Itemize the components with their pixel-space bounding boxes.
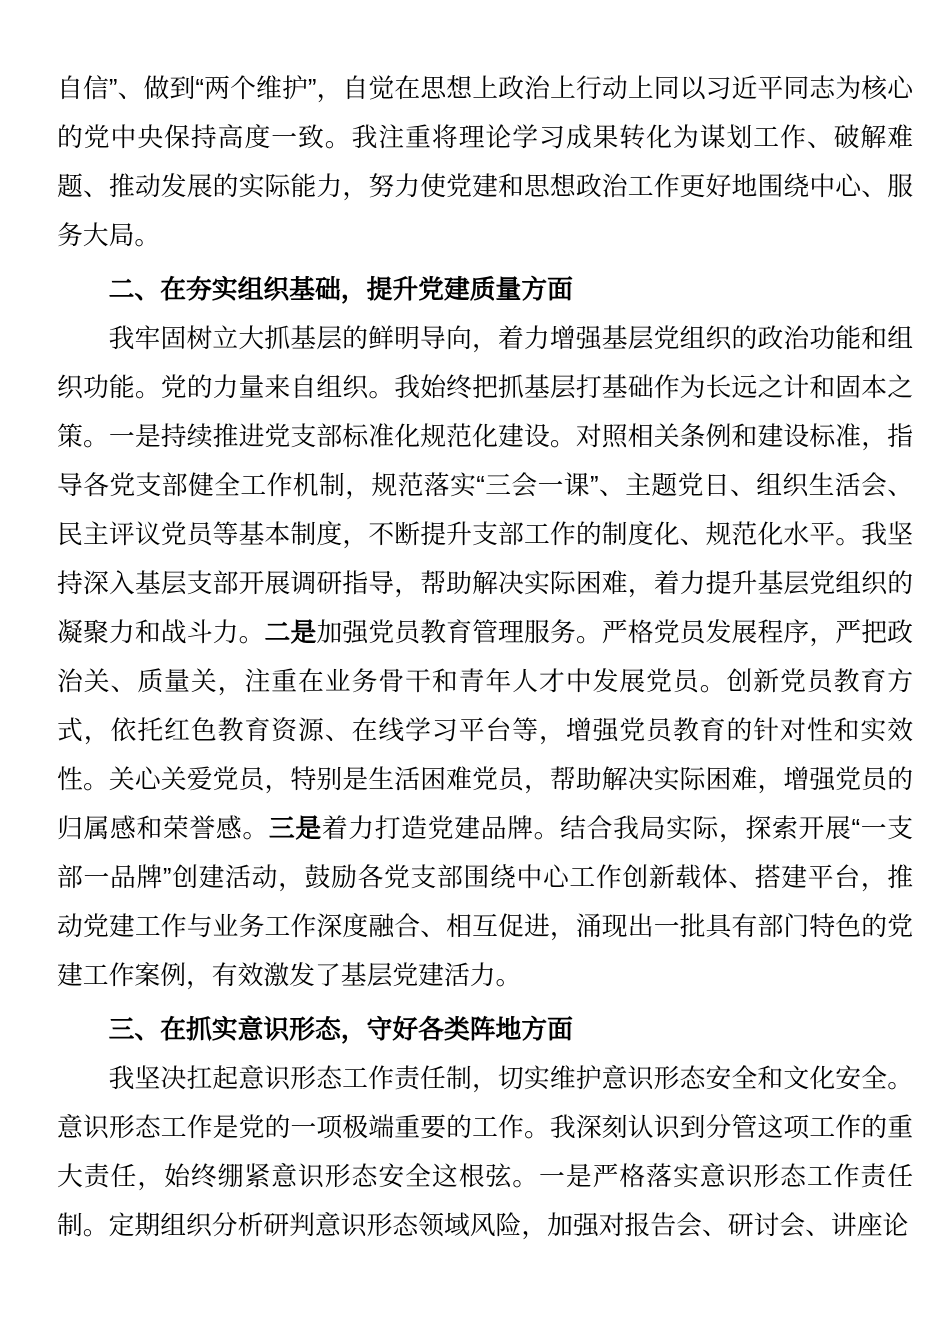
paragraph bbox=[57, 315, 913, 1001]
paragraph bbox=[57, 1055, 913, 1251]
text-segment: 我牢固树立大抓基层的鲜明导向，着力增强基层党组织的政治功能和组织功能。党的力量来自组织。我始终把抓基层打基础作为长远之计和固本之策。一是持续推进党支部标准化规范化建设。对照相关条例和建设标准，指导各党支部健全工作机制，规范落实“三会一课”、主题党日、组织生活会、民主评议党员等基本制度，不断提升支部工作的制度化、规范化水平。我坚持深入基层支部开展调研指导，帮助解决实际困难，着力提升基层党组织的凝聚力和战斗力。 bbox=[57, 325, 913, 647]
paragraph bbox=[57, 65, 913, 261]
bold-text-segment: 三、在抓实意识形态，守好各类阵地方面 bbox=[108, 1016, 573, 1044]
text-segment: 加强党员教育管理服务。严格党员发展程序，严把政治关、质量关，注重在业务骨干和青年人才中发展党员。创新党员教育方式，依托红色教育资源、在线学习平台等，增强党员教育的针对性和实效性。关心关爱党员，特别是生活困难党员，帮助解决实际困难，增强党员的归属感和荣誉感。 bbox=[57, 619, 913, 843]
text-segment: 着力打造党建品牌。结合我局实际，探索开展“一支部一品牌”创建活动，鼓励各党支部围绕中心工作创新载体、搭建平台，推动党建工作与业务工作深度融合、相互促进，涌现出一批具有部门特色的党建工作案例，有效激发了基层党建活力。 bbox=[57, 815, 913, 990]
bold-text-segment: 二是 bbox=[264, 619, 317, 647]
section-heading bbox=[57, 266, 913, 315]
text-segment: 我坚决扛起意识形态工作责任制，切实维护意识形态安全和文化安全。意识形态工作是党的一项极端重要的工作。我深刻认识到分管这项工作的重大责任，始终绷紧意识形态安全这根弦。一是严格落实意识形态工作责任制。定期组织分析研判意识形态领域风险，加强对报告会、研讨会、讲座论 bbox=[57, 1065, 913, 1240]
bold-text-segment: 二、在夯实组织基础，提升党建质量方面 bbox=[108, 276, 573, 304]
bold-text-segment: 三是 bbox=[268, 815, 322, 843]
text-segment: 自信”、做到“两个维护”，自觉在思想上政治上行动上同以习近平同志为核心的党中央保持高度一致。我注重将理论学习成果转化为谋划工作、破解难题、推动发展的实际能力，努力使党建和思想政治工作更好地围绕中心、服务大局。 bbox=[57, 75, 913, 250]
document-content bbox=[57, 65, 913, 1251]
section-heading bbox=[57, 1006, 913, 1055]
